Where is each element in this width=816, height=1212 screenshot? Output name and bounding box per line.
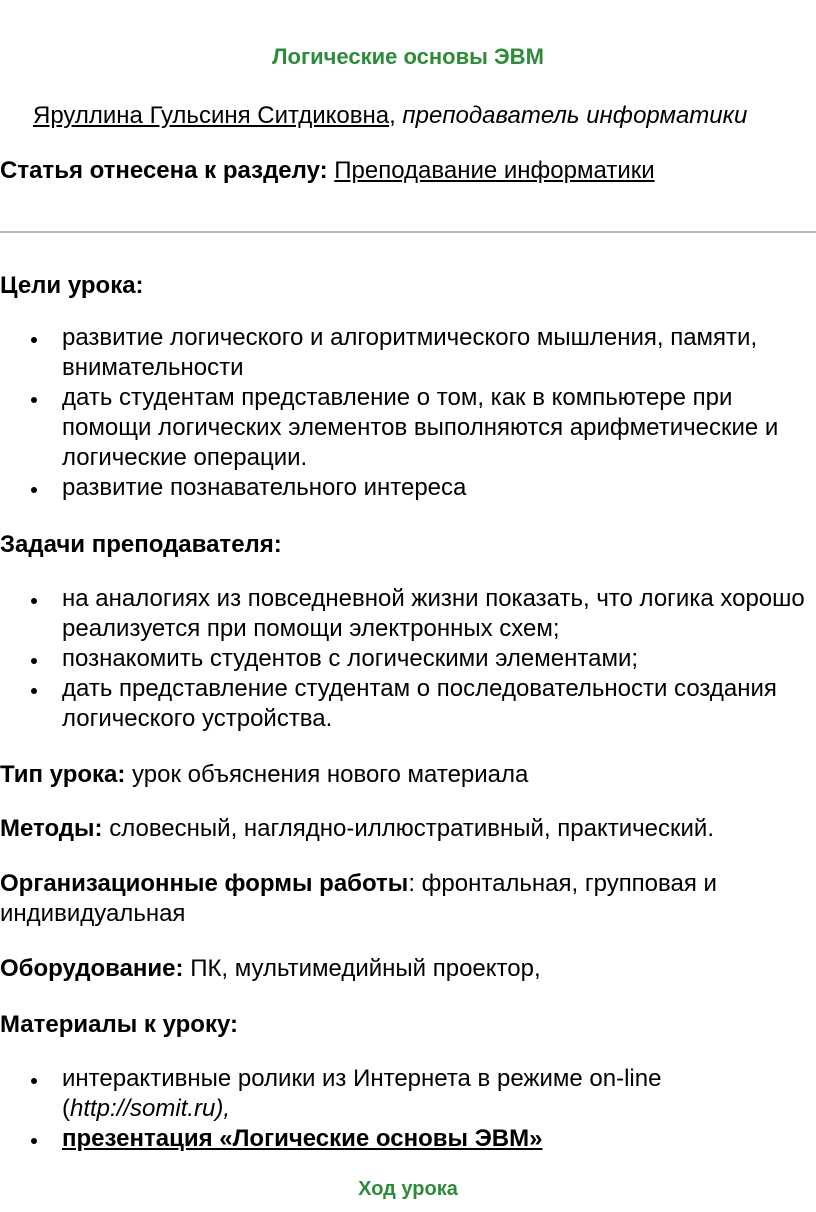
tasks-section: [0, 530, 816, 560]
author-separator: ,: [389, 102, 403, 129]
equipment: [0, 954, 816, 984]
methods-value: словесный, наглядно-иллюстративный, практический.: [109, 815, 714, 842]
tasks-heading: Задачи преподавателя:: [0, 531, 282, 558]
author-line: [33, 101, 747, 131]
lesson-type-value: урок объяснения нового материала: [132, 761, 529, 788]
list-item: на аналогиях из повседневной жизни показать, что логика хорошо реализуется при помощи электронных схем;: [0, 584, 816, 644]
equipment-value: ПК, мультимедийный проектор,: [190, 955, 541, 982]
presentation-link[interactable]: презентация «Логические основы ЭВМ»: [62, 1125, 543, 1152]
lesson-type: [0, 760, 816, 790]
list-item: развитие познавательного интереса: [0, 473, 816, 503]
goals-section: [0, 271, 816, 301]
equipment-label: Оборудование:: [0, 955, 184, 982]
author-name-link[interactable]: Яруллина Гульсиня Ситдиковна: [33, 102, 390, 129]
lesson-progress-title: Ход урока: [358, 1178, 458, 1200]
methods: [0, 814, 816, 844]
methods-label: Методы:: [0, 815, 103, 842]
page-title: Логические основы ЭВМ: [272, 44, 544, 69]
work-forms: [0, 869, 816, 929]
work-forms-label: Организационные формы работы: [0, 870, 409, 897]
materials-item-text: интерактивные ролики из Интернета в режиме on-line (: [62, 1065, 662, 1122]
tasks-list: [0, 584, 816, 734]
lesson-type-label: Тип урока:: [0, 761, 126, 788]
materials-heading: Материалы к уроку:: [0, 1011, 238, 1038]
goals-heading: Цели урока:: [0, 272, 144, 299]
section-label: Статья отнесена к разделу:: [0, 157, 328, 184]
list-item: развитие логического и алгоритмического мышления, памяти, внимательности: [0, 323, 816, 383]
section-line: [0, 156, 655, 186]
work-forms-value: : фронтальная, групповая и индивидуальная: [0, 870, 717, 927]
list-item: дать студентам представление о том, как в компьютере при помощи логических элементов выполняются арифметические и логические операции.: [0, 383, 816, 473]
materials-list: [0, 1064, 816, 1154]
section-link[interactable]: Преподавание информатики: [334, 157, 655, 184]
list-item: [0, 1124, 816, 1154]
goals-list: [0, 323, 816, 503]
list-item: познакомить студентов с логическими элементами;: [0, 644, 816, 674]
list-item: [0, 1064, 816, 1124]
materials-item-link[interactable]: http://somit.ru),: [70, 1095, 231, 1122]
list-item: дать представление студентам о последовательности создания логического устройства.: [0, 674, 816, 734]
divider: [0, 231, 816, 233]
author-role: преподаватель информатики: [402, 102, 748, 129]
materials-section: [0, 1010, 816, 1040]
